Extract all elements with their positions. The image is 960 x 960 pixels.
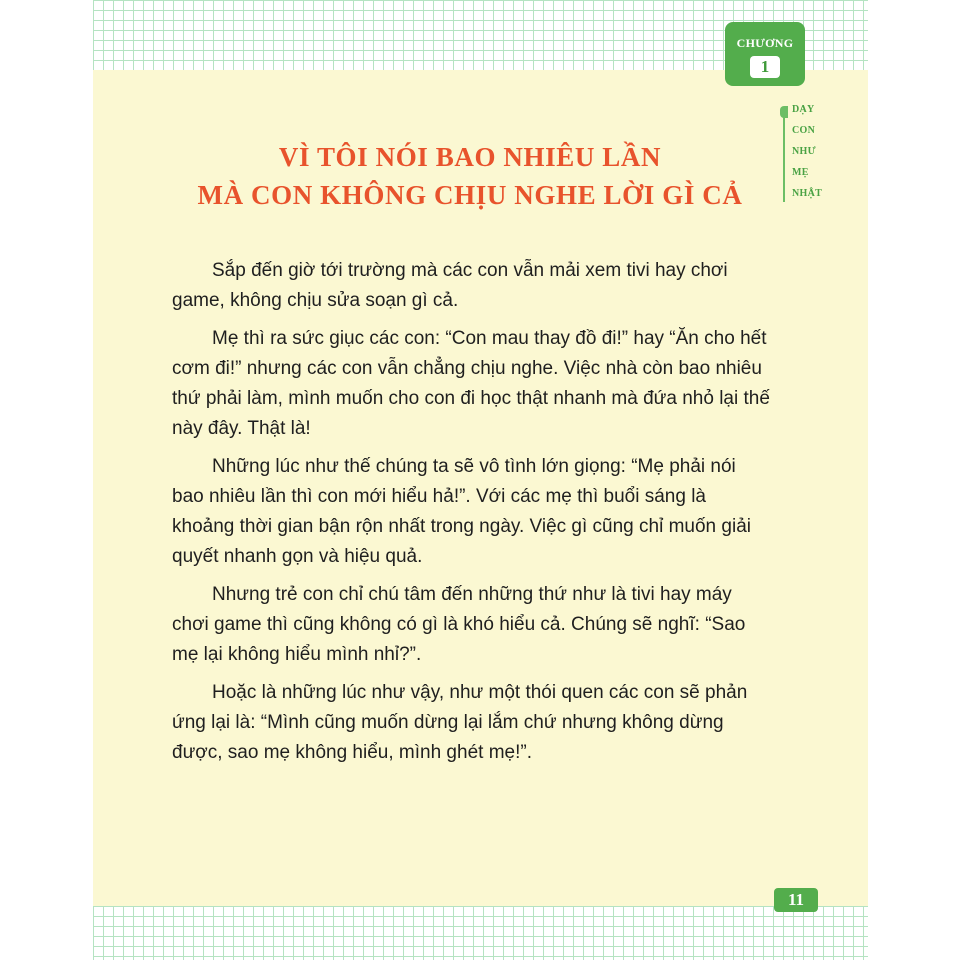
side-word-3: NHƯ	[792, 146, 816, 157]
chapter-number: 1	[750, 56, 780, 78]
page-title	[160, 138, 780, 214]
paragraph-2: Mẹ thì ra sức giục các con: “Con mau thay đồ đi!” hay “Ăn cho hết cơm đi!” nhưng các con vẫn chẳng chịu nghe. Việc nhà còn bao nhiêu thứ phải làm, mình muốn cho con đi học thật nhanh mà đứa nhỏ lại thế này đây. Thật là!	[172, 328, 770, 439]
grid-paper-bottom	[93, 906, 868, 960]
paragraph-3: Những lúc như thế chúng ta sẽ vô tình lớn giọng: “Mẹ phải nói bao nhiêu lần thì con mới hiểu hả!”. Với các mẹ thì buổi sáng là khoảng thời gian bận rộn nhất trong ngày. Việc gì cũng chỉ muốn giải quyết nhanh gọn và hiệu quả.	[172, 456, 751, 567]
title-line-2: MÀ CON KHÔNG CHỊU NGHE LỜI GÌ CẢ	[197, 180, 743, 210]
paragraph-4: Nhưng trẻ con chỉ chú tâm đến những thứ như là tivi hay máy chơi game thì cũng không có gì là khó hiểu cả. Chúng sẽ nghĩ: “Sao mẹ lại không hiểu mình nhỉ?”.	[172, 584, 746, 665]
side-word-1: DẠY	[792, 104, 815, 115]
side-marker-dot	[780, 106, 788, 118]
side-divider-line	[783, 108, 785, 202]
side-section-label	[783, 104, 843, 204]
title-line-1: VÌ TÔI NÓI BAO NHIÊU LẦN	[278, 142, 662, 172]
side-word-4: MẸ	[792, 167, 809, 178]
side-word-5: NHẬT	[792, 188, 823, 199]
paragraph-1: Sắp đến giờ tới trường mà các con vẫn mải xem tivi hay chơi game, không chịu sửa soạn gì cả.	[172, 260, 728, 311]
side-word-2: CON	[792, 125, 816, 136]
body-text	[172, 256, 772, 776]
chapter-label: CHƯƠNG	[736, 36, 794, 50]
chapter-tab	[725, 22, 805, 86]
paragraph-5: Hoặc là những lúc như vậy, như một thói quen các con sẽ phản ứng lại là: “Mình cũng muốn dừng lại lắm chứ nhưng không dừng được, sao mẹ không hiểu, mình ghét mẹ!”.	[172, 682, 748, 763]
page-number: 11	[774, 888, 818, 912]
